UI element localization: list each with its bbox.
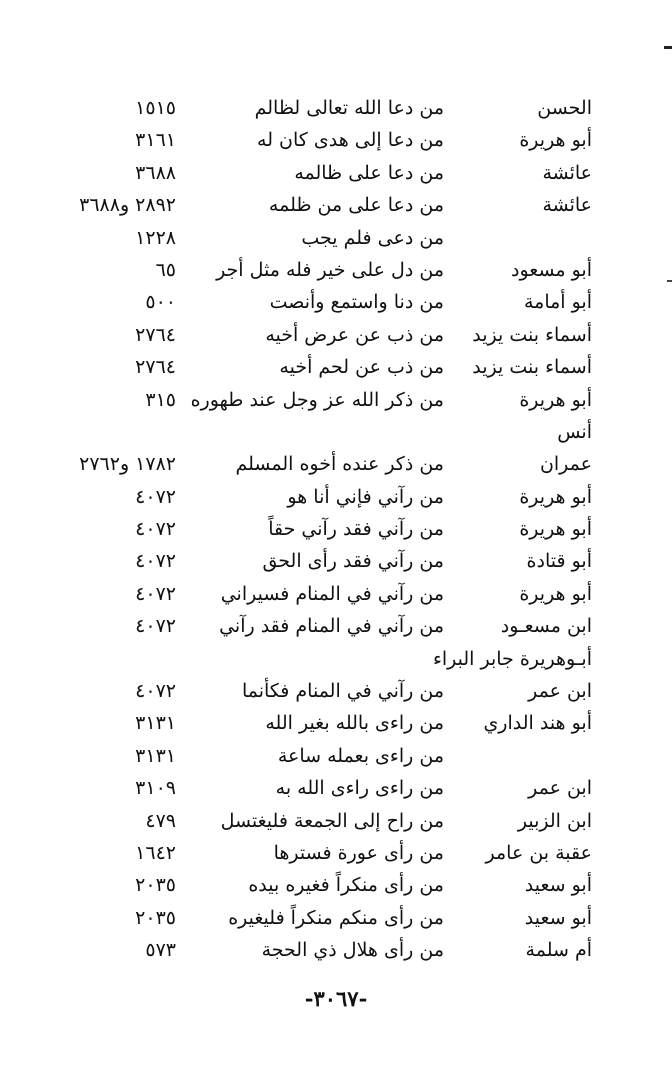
hadith-opening-text [184,643,444,675]
reference-value: ٤٠٧٢ [135,680,176,703]
hadith-opening-text: من رأى هلال ذي الحجة [261,939,444,962]
hadith-opening-text: من ذكر عنده أخوه المسلم [235,453,444,476]
reference-value: ٣١٣١ [135,712,176,735]
hadith-opening-text: من دنا واستمع وأنصت [269,291,444,314]
hadith-opening-text: من راءى راءى الله به [275,777,444,800]
narrator-name: أبو قتادة [526,550,592,573]
index-row [0,222,672,254]
reference-value: ٤٠٧٢ [135,485,176,508]
index-row [0,902,672,934]
reference-value: ٤٠٧٢ [135,615,176,638]
reference-value: ٣١٥ [145,388,176,411]
hadith-reference-number [60,610,176,642]
hadith-opening-text [184,416,444,448]
hadith-reference-number [60,189,176,221]
narrator-name: أسماء بنت يزيد [472,323,592,346]
reference-value: ٢٧٦٤ [135,356,176,379]
hadith-reference-number [60,384,176,416]
hadith-reference-number [60,805,176,837]
narrator-name: أنس [557,420,592,443]
narrator-name: أبو هريرة [519,582,592,605]
hadith-reference-number [60,319,176,351]
narrator-name: أبو هريرة [519,388,592,411]
narrator-name: ابن عمر [528,777,592,800]
narrator-name: أبـوهريرة جابر البراء [432,647,592,670]
narrator-name: ابن عمر [528,680,592,703]
hadith-opening-text: من رأى منكم منكراً فليغيره [228,906,444,929]
hadith-opening-text: من راءى بالله بغير الله [265,712,444,735]
narrator-name: عائشة [542,161,592,184]
hadith-reference-number [60,124,176,156]
hadith-opening-text: من رآني في المنام فسيراني [220,582,444,605]
hadith-reference-number [60,837,176,869]
index-row [0,837,672,869]
narrator-name: أم سلمة [525,939,592,962]
narrator-name: أبو مسعود [511,258,592,281]
reference-value: ١٧٨٢ و٢٧٦٢ [79,453,176,476]
hadith-reference-number [60,545,176,577]
reference-value: ٢٨٩٢ و٣٦٨٨ [79,194,176,217]
narrator-name: ابن الزبير [517,809,592,832]
index-row [0,286,672,318]
hadith-opening-text: من رآني فإني أنا هو [287,485,444,508]
narrator-name: أبو هند الداري [483,712,592,735]
narrator-name: عائشة [542,194,592,217]
hadith-opening-text: من ذب عن عرض أخيه [265,323,444,346]
reference-value: ١٢٢٨ [135,226,176,249]
hadith-opening-text: من رأى منكراً فغيره بيده [248,874,444,897]
index-row [0,545,672,577]
narrator-name: أبو هريرة [519,129,592,152]
index-row [0,254,672,286]
hadith-reference-number [60,513,176,545]
narrator-name: أسماء بنت يزيد [472,356,592,379]
index-row [0,124,672,156]
narrator-name: أبو أمامة [523,291,592,314]
hadith-reference-number [60,286,176,318]
hadith-opening-text: من دعا على من ظلمه [268,194,444,217]
index-row [0,675,672,707]
index-row [0,578,672,610]
index-row [0,772,672,804]
index-table [0,92,672,967]
index-row [0,157,672,189]
index-row [0,610,672,642]
hadith-opening-text: من دعا الله تعالى لظالم [254,97,444,119]
hadith-opening-text: من راءى بعمله ساعة [277,744,444,767]
corner-mark [664,46,672,49]
hadith-reference-number [60,578,176,610]
hadith-opening-text: من رآني فقد رأى الحق [262,550,444,573]
index-row [0,869,672,901]
hadith-reference-number [60,481,176,513]
hadith-reference-number [60,92,176,124]
hadith-opening-text: من دعا إلى هدى كان له [257,129,444,152]
index-row [0,740,672,772]
index-row [0,384,672,416]
reference-value: ٢٠٣٥ [135,874,176,897]
reference-value: ٦٥ [155,258,176,281]
hadith-reference-number [60,869,176,901]
index-row [0,416,672,448]
narrator-name: أبو سعيد [524,906,592,929]
narrator-name: الحسن [537,97,592,119]
reference-value: ٣١٣١ [135,744,176,767]
reference-value: ٤٠٧٢ [135,550,176,573]
hadith-reference-number [60,157,176,189]
index-row [0,513,672,545]
hadith-reference-number [60,643,176,675]
hadith-opening-text: من دعا على ظالمه [294,161,444,184]
hadith-opening-text: من ذكر الله عز وجل عند طهوره [190,388,444,411]
narrator-name: أبو هريرة [519,518,592,541]
hadith-reference-number [60,772,176,804]
page-number: -٣٠٦٧- [304,986,368,1011]
hadith-reference-number [60,448,176,480]
index-row [0,934,672,966]
index-row [0,92,672,124]
index-row [0,707,672,739]
index-row [0,448,672,480]
index-row [0,189,672,221]
reference-value: ٤٧٩ [145,809,176,832]
hadith-reference-number [60,675,176,707]
hadith-opening-text: من رأى عورة فسترها [273,841,444,864]
hadith-reference-number [60,902,176,934]
reference-value: ١٦٤٢ [135,841,176,864]
reference-value: ٣٦٨٨ [135,161,176,184]
hadith-opening-text: من رآني في المنام فكأنما [241,680,444,703]
reference-value: ٢٧٦٤ [135,323,176,346]
hadith-reference-number [60,254,176,286]
index-row [0,481,672,513]
narrator-name: ابن مسعـود [500,615,592,638]
reference-value: ٣١٦١ [135,129,176,152]
reference-value: ٤٠٧٢ [135,582,176,605]
index-row [0,805,672,837]
narrator-name: أبو هريرة [519,485,592,508]
hadith-opening-text: من دعى فلم يجب [301,226,444,249]
hadith-opening-text: من راح إلى الجمعة فليغتسل [220,809,444,832]
hadith-reference-number [60,222,176,254]
reference-value: ٤٠٧٢ [135,518,176,541]
reference-value: ١٥١٥ [135,97,176,119]
index-row [0,643,672,675]
index-row [0,351,672,383]
index-row [0,319,672,351]
hadith-reference-number [60,351,176,383]
hadith-opening-text: من رآني فقد رآني حقاً [268,518,444,541]
narrator-name: عقبة بن عامر [485,841,592,864]
reference-value: ٥٠٠ [145,291,176,314]
hadith-reference-number [60,934,176,966]
reference-value: ٣١٠٩ [135,777,176,800]
narrator-name: أبو سعيد [524,874,592,897]
hadith-reference-number [60,707,176,739]
narrator-name: عمران [539,453,592,476]
hadith-reference-number [60,740,176,772]
reference-value: ٥٧٣ [145,939,176,962]
hadith-reference-number [60,416,176,448]
reference-value: ٢٠٣٥ [135,906,176,929]
hadith-opening-text: من رآني في المنام فقد رآني [219,615,444,638]
hadith-opening-text: من دل على خير فله مثل أجر [216,258,444,281]
hadith-opening-text: من ذب عن لحم أخيه [279,356,444,379]
